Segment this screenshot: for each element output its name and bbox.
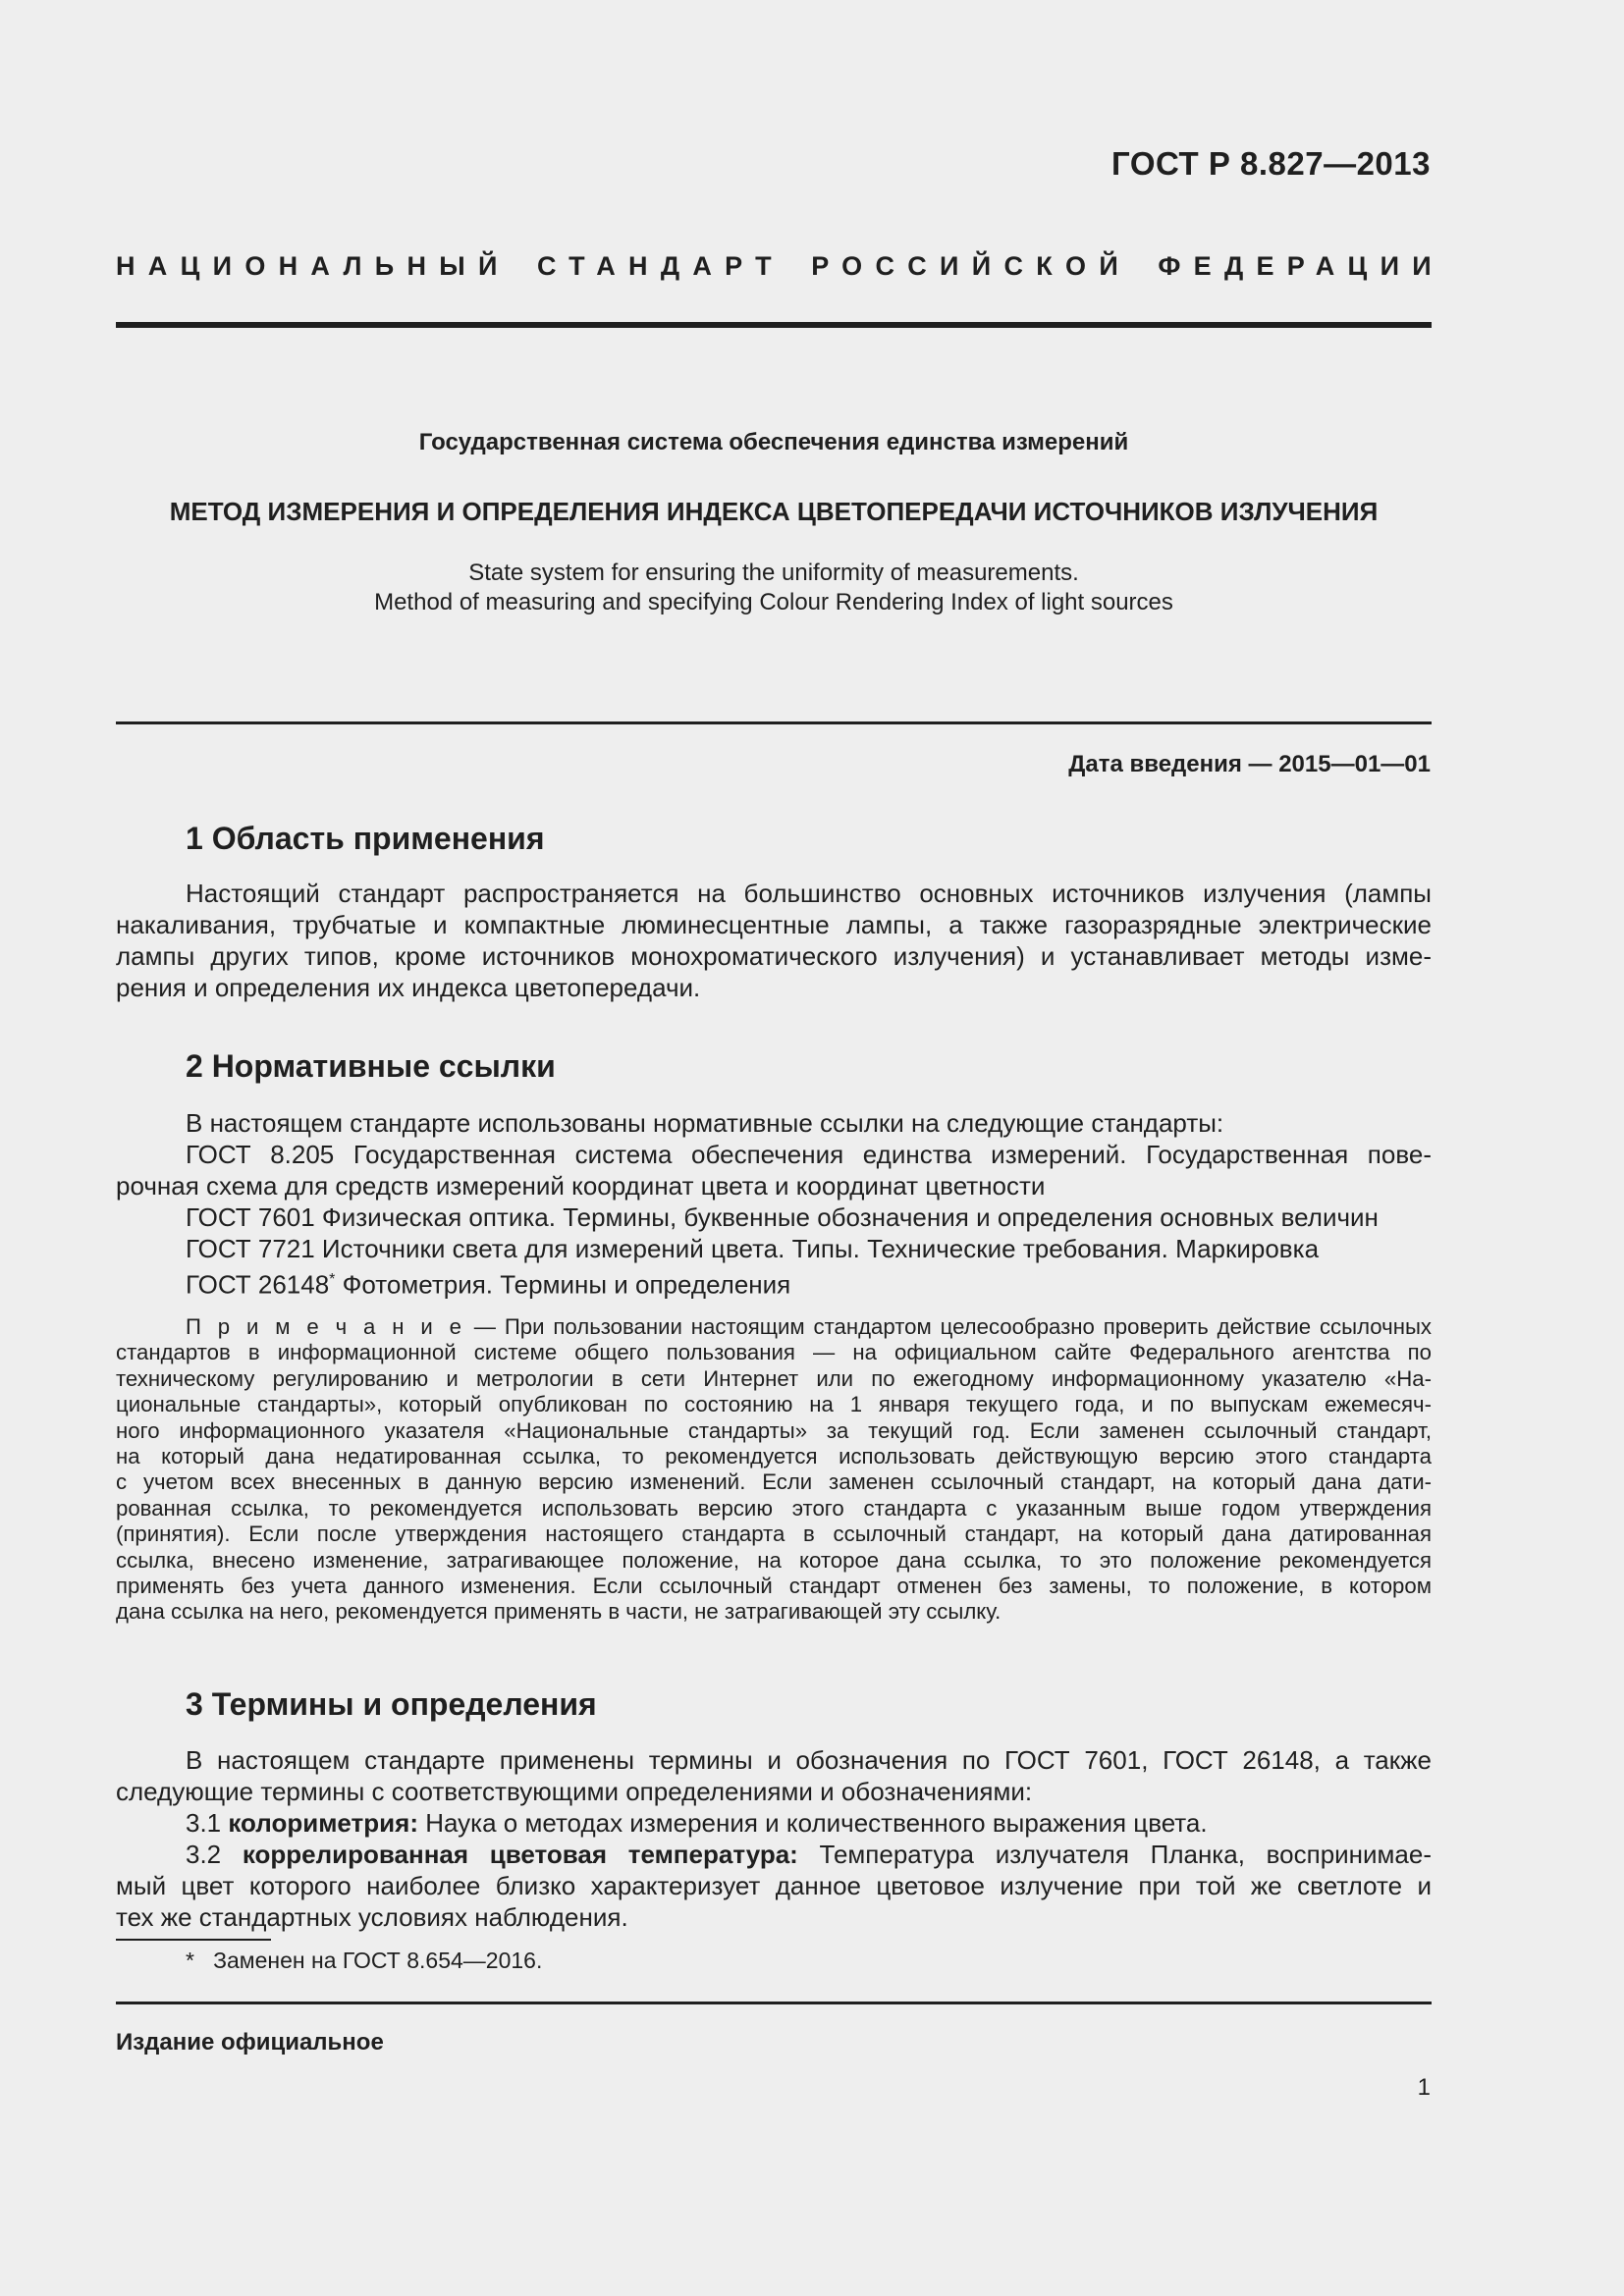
- english-title-line: State system for ensuring the uniformity of measurements.: [468, 560, 1079, 586]
- note-line: применять без учета данного изменения. Если ссылочный стандарт отменен без замены, то положение, в котором: [116, 1574, 1432, 1599]
- reference-item: [116, 1264, 1432, 1301]
- note-line: ссылка, внесено изменение, затрагивающее положение, на которое дана ссылка, то это положение рекомендуется: [116, 1547, 1432, 1573]
- term-text: Наука о методах измерения и количественного выражения цвета.: [417, 1808, 1208, 1838]
- section-body: [116, 1744, 1432, 1933]
- section-heading: 2 Нормативные ссылки: [186, 1048, 556, 1084]
- note-text: — При пользовании настоящим стандартом целесообразно проверить действие ссылочных: [464, 1314, 1432, 1339]
- footer-rule: [116, 2002, 1432, 2004]
- term-text: Температура излучателя Планка, воспринимае-: [797, 1840, 1433, 1869]
- footnote: [186, 1948, 542, 1974]
- reference-item: рочная схема для средств измерений координат цвета и координат цветности: [116, 1171, 1046, 1201]
- note-line: с учетом всех внесенных в данную версию изменений. Если заменен ссылочный стандарт, на который дана дати-: [116, 1469, 1432, 1495]
- term-number: 3.2: [186, 1840, 243, 1869]
- document-number: ГОСТ Р 8.827—2013: [1111, 145, 1431, 182]
- text-line: Настоящий стандарт распространяется на большинство основных источников излучения (лампы: [186, 879, 1432, 908]
- note-label: П р и м е ч а н и е: [186, 1314, 465, 1339]
- note-line: дана ссылка на него, рекомендуется применять в части, не затрагивающей эту ссылку.: [116, 1599, 1001, 1625]
- note-line: рованная ссылка, то рекомендуется использовать версию этого стандарта с указанным выше годом утверждения: [116, 1495, 1432, 1521]
- footnote-marker: *: [186, 1948, 194, 1973]
- text-line: В настоящем стандарте использованы нормативные ссылки на следующие стандарты:: [186, 1108, 1224, 1138]
- note-line: циональные стандарты», который опубликован по состоянию на 1 января текущего года, и по выпускам ежемесяч-: [116, 1392, 1432, 1417]
- term-name: коррелированная цветовая температура:: [242, 1840, 798, 1869]
- note-line: ного информационного указателя «Национальные стандарты» за текущий год. Если заменен ссылочный стандарт,: [116, 1417, 1432, 1443]
- note-line: стандартов в информационной системе общего пользования — на официальном сайте Федерального агентства по: [116, 1340, 1432, 1365]
- standard-title: МЕТОД ИЗМЕРЕНИЯ И ОПРЕДЕЛЕНИЯ ИНДЕКСА ЦВЕТОПЕРЕДАЧИ ИСТОЧНИКОВ ИЗЛУЧЕНИЯ: [169, 497, 1379, 526]
- edition-label: Издание официальное: [116, 2029, 384, 2056]
- national-standard-banner: [116, 251, 1444, 282]
- term-number: 3.1: [186, 1808, 229, 1838]
- note-block: [116, 1314, 1432, 1626]
- text-line: мый цвет которого наиболее близко характеризует данное цветовое излучение при той же светлоте и: [116, 1871, 1432, 1900]
- banner-word: РОССИЙСКОЙ: [811, 251, 1132, 281]
- text-line: В настоящем стандарте применены термины и обозначения по ГОСТ 7601, ГОСТ 26148, а также: [186, 1745, 1432, 1775]
- note-line: техническому регулированию и метрологии в сети Интернет или по ежегодному информационному указателю «На-: [116, 1365, 1432, 1391]
- introduction-date: Дата введения — 2015—01—01: [1068, 751, 1431, 777]
- term-definition: [116, 1807, 1432, 1839]
- term-definition: [116, 1839, 1432, 1870]
- text-line: тех же стандартных условиях наблюдения.: [116, 1902, 628, 1932]
- header-rule: [116, 322, 1432, 328]
- reference-title: Фотометрия. Термины и определения: [335, 1269, 791, 1300]
- note-line: (принятия). Если после утверждения настоящего стандарта в ссылочный стандарт, на который дана датированная: [116, 1522, 1432, 1547]
- section-body: [116, 878, 1432, 1003]
- section-body: [116, 1107, 1432, 1301]
- term-name: колориметрия:: [228, 1808, 418, 1838]
- page-number: 1: [1417, 2074, 1431, 2101]
- text-line: следующие термины с соответствующими определениями и обозначениями:: [116, 1777, 1033, 1806]
- footnote-text: Заменен на ГОСТ 8.654—2016.: [213, 1948, 543, 1973]
- text-line: рения и определения их индекса цветопередачи.: [116, 973, 701, 1002]
- reference-item: ГОСТ 7721 Источники света для измерений цвета. Типы. Технические требования. Маркировка: [186, 1234, 1320, 1263]
- footnote-marker: *: [329, 1271, 336, 1288]
- reference-item: ГОСТ 7601 Физическая оптика. Термины, буквенные обозначения и определения основных величин: [186, 1202, 1379, 1232]
- text-line: лампы других типов, кроме источников монохроматического излучения) и устанавливает методы изме-: [116, 941, 1432, 971]
- banner-word: НАЦИОНАЛЬНЫЙ: [116, 251, 511, 281]
- text-line: накаливания, трубчатые и компактные люминесцентные лампы, а также газоразрядные электрические: [116, 910, 1432, 939]
- title-rule: [116, 721, 1432, 724]
- section-heading: 3 Термины и определения: [186, 1686, 597, 1722]
- reference-item: ГОСТ 8.205 Государственная система обеспечения единства измерений. Государственная пове-: [186, 1140, 1432, 1169]
- english-title-line: Method of measuring and specifying Colour Rendering Index of light sources: [374, 589, 1173, 615]
- system-title: Государственная система обеспечения единства измерений: [418, 429, 1129, 455]
- footnote-rule: [116, 1939, 271, 1941]
- section-heading: 1 Область применения: [186, 821, 545, 856]
- banner-word: ФЕДЕРАЦИИ: [1158, 251, 1444, 281]
- banner-word: СТАНДАРТ: [537, 251, 785, 281]
- note-line: [116, 1314, 1432, 1340]
- reference-code: ГОСТ 26148: [186, 1269, 330, 1300]
- note-line: на который дана недатированная ссылка, то рекомендуется использовать действующую версию этого стандарта: [116, 1444, 1432, 1469]
